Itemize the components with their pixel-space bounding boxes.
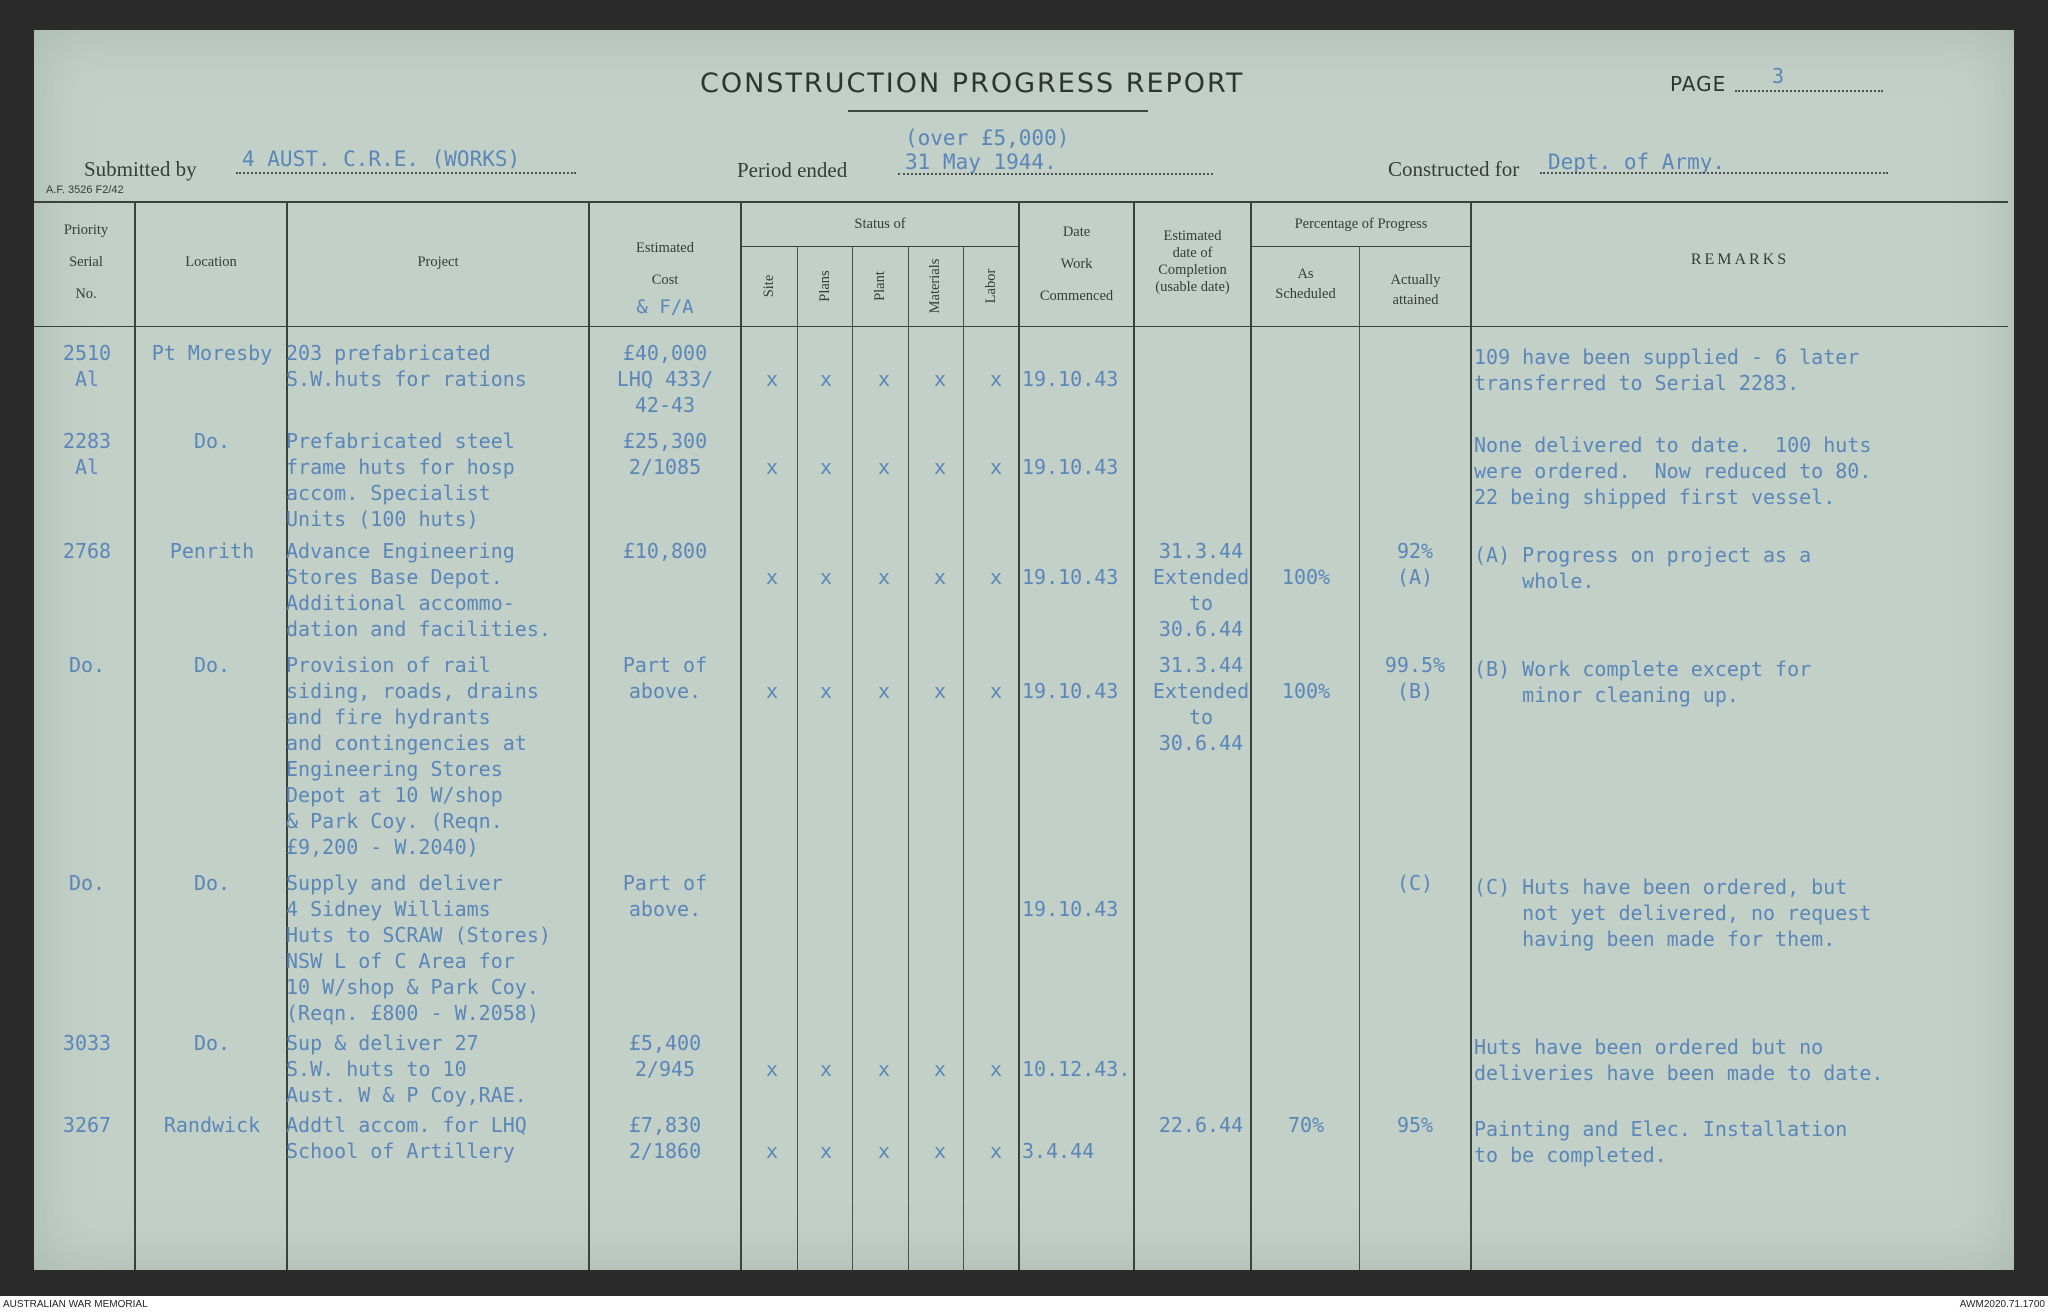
status-mark: x: [877, 367, 891, 391]
page-number-rule: [1735, 90, 1883, 92]
status-mark: x: [819, 367, 833, 391]
row-attained: (A): [1396, 565, 1434, 589]
row-remarks: deliveries have been made to date.: [1474, 1061, 1884, 1085]
row-project: 4 Sidney Williams: [286, 897, 491, 921]
title-underline: [848, 110, 1148, 112]
status-mark: x: [989, 1139, 1003, 1163]
col-header-plant: Plant: [872, 271, 888, 301]
col-header-labor: Labor: [983, 268, 999, 304]
row-cost: above.: [628, 679, 702, 703]
status-sub-rule: [740, 246, 1018, 247]
col-header-cost-sub: & F/A: [636, 296, 694, 318]
col-header-cost: Estimated Cost: [636, 240, 694, 288]
status-mark: x: [989, 1057, 1003, 1081]
period-value: 31 May 1944.: [905, 150, 1057, 174]
row-project: NSW L of C Area for: [286, 949, 515, 973]
row-remarks: None delivered to date. 100 huts: [1474, 433, 1872, 457]
row-remarks: were ordered. Now reduced to 80.: [1474, 459, 1872, 483]
row-serial: 3033: [62, 1031, 112, 1055]
row-completion: 31.3.44: [1158, 653, 1244, 677]
status-mark: x: [819, 1057, 833, 1081]
col-rule: [1133, 201, 1135, 1270]
status-mark: x: [933, 1057, 947, 1081]
row-attained: 99.5%: [1384, 653, 1446, 677]
status-mark: x: [819, 679, 833, 703]
row-completion: 31.3.44: [1158, 539, 1244, 563]
status-mark: x: [765, 367, 779, 391]
status-mark: x: [933, 367, 947, 391]
row-completion: 22.6.44: [1158, 1113, 1244, 1137]
status-mark: x: [989, 679, 1003, 703]
row-commenced: 19.10.43: [1022, 455, 1119, 479]
row-project: Sup & deliver 27: [286, 1031, 479, 1055]
row-project: S.W.huts for rations: [286, 367, 527, 391]
row-commenced: 19.10.43: [1022, 367, 1119, 391]
row-completion: 30.6.44: [1158, 731, 1244, 755]
status-mark: x: [765, 455, 779, 479]
row-remarks: 22 being shipped first vessel.: [1474, 485, 1836, 509]
status-mark: x: [877, 565, 891, 589]
status-mark: x: [933, 1139, 947, 1163]
row-cost: Part of: [622, 653, 708, 677]
row-project: frame huts for hosp: [286, 455, 515, 479]
col-header-location: Location: [185, 254, 237, 270]
row-completion: Extended: [1152, 679, 1250, 703]
row-remarks: to be completed.: [1474, 1143, 1667, 1167]
percent-sub-rule: [1250, 246, 1470, 247]
row-cost: 42-43: [634, 393, 696, 417]
row-serial: 3267: [62, 1113, 112, 1137]
row-location: Do.: [193, 653, 231, 677]
row-commenced: 3.4.44: [1022, 1139, 1095, 1163]
status-mark: x: [989, 367, 1003, 391]
row-attained: (C): [1396, 871, 1434, 895]
row-cost: above.: [628, 897, 702, 921]
status-mark: x: [933, 455, 947, 479]
table-top-rule: [34, 201, 2008, 203]
col-rule: [797, 246, 798, 1270]
period-note: (over £5,000): [905, 126, 1070, 150]
footer-credit: AUSTRALIAN WAR MEMORIAL: [3, 1299, 148, 1310]
row-location: Do.: [193, 1031, 231, 1055]
row-location: Randwick: [163, 1113, 261, 1137]
status-mark: x: [877, 1139, 891, 1163]
row-serial: Do.: [68, 653, 106, 677]
period-rule: [898, 173, 1213, 175]
row-project: Depot at 10 W/shop: [286, 783, 503, 807]
form-code: A.F. 3526 F2/42: [46, 184, 124, 196]
row-cost: £25,300: [622, 429, 708, 453]
row-project: Additional accommo-: [286, 591, 515, 615]
status-mark: x: [765, 565, 779, 589]
row-attained: 92%: [1396, 539, 1434, 563]
status-mark: x: [933, 565, 947, 589]
status-mark: x: [765, 1057, 779, 1081]
status-mark: x: [819, 455, 833, 479]
row-project: 10 W/shop & Park Coy.: [286, 975, 539, 999]
col-header-status-of: Status of: [854, 216, 906, 232]
row-project: and contingencies at: [286, 731, 527, 755]
row-serial: Al: [74, 367, 100, 391]
submitted-by-value: 4 AUST. C.R.E. (WORKS): [242, 147, 521, 171]
row-project: Units (100 huts): [286, 507, 479, 531]
row-remarks: Huts have been ordered but no: [1474, 1035, 1824, 1059]
row-commenced: 10.12.43.: [1022, 1057, 1131, 1081]
row-completion: 30.6.44: [1158, 617, 1244, 641]
header-bottom-rule: [34, 326, 2008, 327]
status-mark: x: [765, 1139, 779, 1163]
footer-bar: [0, 1296, 2048, 1314]
status-mark: x: [765, 679, 779, 703]
col-header-date-commenced: Date Work Commenced: [1039, 224, 1114, 304]
col-header-percentage: Percentage of Progress: [1294, 216, 1428, 232]
row-project: S.W. huts to 10: [286, 1057, 467, 1081]
status-mark: x: [877, 679, 891, 703]
row-serial: 2510: [62, 341, 112, 365]
status-mark: x: [819, 1139, 833, 1163]
status-mark: x: [877, 455, 891, 479]
row-attained: 95%: [1396, 1113, 1434, 1137]
row-remarks: (A) Progress on project as a: [1474, 543, 1812, 567]
row-project: Engineering Stores: [286, 757, 503, 781]
row-project: Supply and deliver: [286, 871, 503, 895]
row-scheduled: 100%: [1281, 565, 1331, 589]
row-remarks: whole.: [1474, 569, 1595, 593]
row-project: & Park Coy. (Reqn.: [286, 809, 503, 833]
row-remarks: 109 have been supplied - 6 later: [1474, 345, 1860, 369]
row-project: (Reqn. £800 - W.2058): [286, 1001, 539, 1025]
status-mark: x: [989, 455, 1003, 479]
row-cost: 2/1085: [628, 455, 702, 479]
footer-accession: AWM2020.71.1700: [1959, 1299, 2045, 1310]
row-project: Advance Engineering: [286, 539, 515, 563]
row-remarks: transferred to Serial 2283.: [1474, 371, 1800, 395]
col-header-actually-attained: Actually attained: [1390, 272, 1441, 308]
col-rule: [1470, 201, 1472, 1270]
status-mark: x: [989, 565, 1003, 589]
row-cost: 2/945: [634, 1057, 696, 1081]
row-completion: Extended: [1152, 565, 1250, 589]
page-number: 3: [1772, 64, 1785, 88]
row-scheduled: 100%: [1281, 679, 1331, 703]
col-header-as-scheduled: As Scheduled: [1275, 266, 1336, 302]
col-rule: [1359, 246, 1360, 1270]
period-label: Period ended: [737, 158, 848, 182]
row-remarks: minor cleaning up.: [1474, 683, 1739, 707]
row-serial: Do.: [68, 871, 106, 895]
row-cost: £5,400: [628, 1031, 702, 1055]
row-project: dation and facilities.: [286, 617, 551, 641]
col-header-priority: Priority Serial No.: [63, 222, 109, 302]
row-remarks: (C) Huts have been ordered, but: [1474, 875, 1848, 899]
col-rule: [134, 201, 136, 1270]
row-remarks: (B) Work complete except for: [1474, 657, 1812, 681]
row-remarks: Painting and Elec. Installation: [1474, 1117, 1848, 1141]
row-serial: 2768: [62, 539, 112, 563]
row-project: siding, roads, drains: [286, 679, 539, 703]
row-serial: 2283: [62, 429, 112, 453]
row-cost: LHQ 433/: [616, 367, 714, 391]
status-mark: x: [933, 679, 947, 703]
col-rule: [852, 246, 853, 1270]
col-rule: [1018, 201, 1020, 1270]
row-completion: to: [1188, 705, 1214, 729]
row-remarks: not yet delivered, no request: [1474, 901, 1872, 925]
col-header-est-completion: Estimated date of Completion (usable date): [1155, 228, 1230, 295]
constructed-for-rule: [1540, 172, 1888, 174]
row-location: Pt Moresby: [151, 341, 273, 365]
row-location: Penrith: [169, 539, 255, 563]
row-project: £9,200 - W.2040): [286, 835, 479, 859]
row-location: Do.: [193, 429, 231, 453]
row-commenced: 19.10.43: [1022, 565, 1119, 589]
row-commenced: 19.10.43: [1022, 897, 1119, 921]
row-scheduled: 70%: [1287, 1113, 1325, 1137]
col-header-materials: Materials: [927, 258, 943, 314]
status-mark: x: [819, 565, 833, 589]
row-location: Do.: [193, 871, 231, 895]
row-project: Prefabricated steel: [286, 429, 515, 453]
submitted-by-rule: [236, 172, 576, 174]
submitted-by-label: Submitted by: [84, 157, 197, 181]
constructed-for-value: Dept. of Army.: [1548, 150, 1726, 174]
row-project: Addtl accom. for LHQ: [286, 1113, 527, 1137]
row-project: 203 prefabricated: [286, 341, 491, 365]
row-cost: 2/1860: [628, 1139, 702, 1163]
col-header-site: Site: [761, 274, 777, 298]
status-mark: x: [877, 1057, 891, 1081]
row-project: accom. Specialist: [286, 481, 491, 505]
constructed-for-label: Constructed for: [1388, 157, 1520, 181]
row-project: Aust. W & P Coy,RAE.: [286, 1083, 527, 1107]
row-cost: £10,800: [622, 539, 708, 563]
page-title: CONSTRUCTION PROGRESS REPORT: [700, 68, 1245, 99]
row-commenced: 19.10.43: [1022, 679, 1119, 703]
col-header-project: Project: [417, 254, 459, 270]
row-project: and fire hydrants: [286, 705, 491, 729]
row-attained: (B): [1396, 679, 1434, 703]
row-serial: Al: [74, 455, 100, 479]
row-project: Stores Base Depot.: [286, 565, 503, 589]
col-rule: [908, 246, 909, 1270]
row-completion: to: [1188, 591, 1214, 615]
col-rule: [740, 201, 742, 1270]
row-cost: £40,000: [622, 341, 708, 365]
row-remarks: having been made for them.: [1474, 927, 1836, 951]
row-project: Huts to SCRAW (Stores): [286, 923, 551, 947]
page-label: PAGE: [1670, 72, 1727, 96]
col-rule: [963, 246, 964, 1270]
row-cost: £7,830: [628, 1113, 702, 1137]
col-header-remarks: REMARKS: [1690, 251, 1790, 268]
col-header-plans: Plans: [817, 270, 833, 302]
row-project: School of Artillery: [286, 1139, 515, 1163]
row-cost: Part of: [622, 871, 708, 895]
row-project: Provision of rail: [286, 653, 491, 677]
